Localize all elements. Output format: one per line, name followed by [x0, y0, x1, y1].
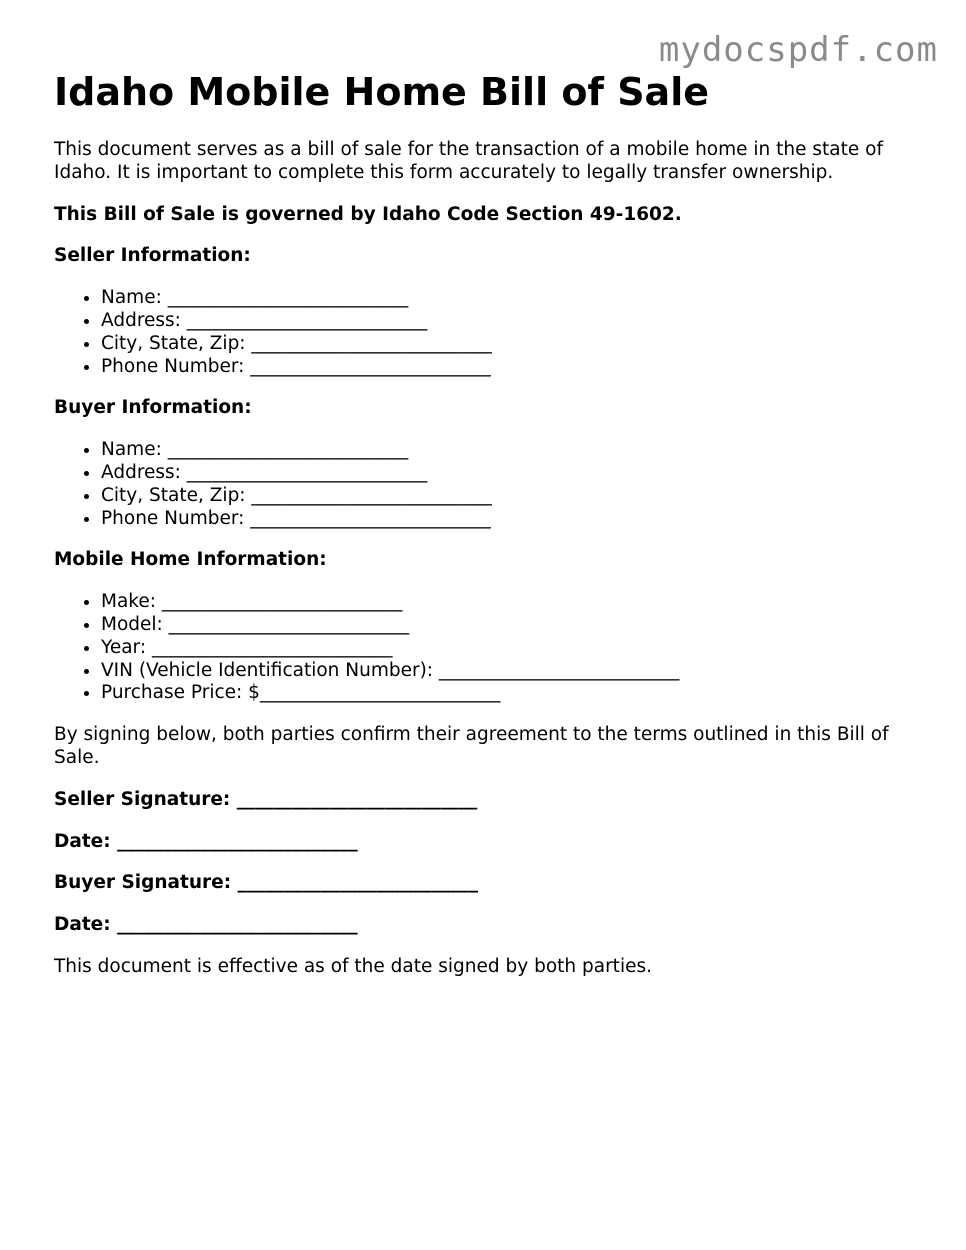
purchase-price-field[interactable]: • Purchase Price: $__________________________: [101, 682, 914, 705]
buyer-city-state-zip-field[interactable]: • City, State, Zip: __________________________: [101, 485, 914, 508]
seller-fields: [54, 287, 914, 378]
mobile-home-heading: Mobile Home Information:: [54, 549, 327, 571]
mobile-home-fields: [54, 591, 914, 705]
buyer-signature-field[interactable]: Buyer Signature: __________________________: [54, 872, 479, 894]
seller-city-state-zip-field[interactable]: • City, State, Zip: __________________________: [101, 333, 914, 356]
watermark: mydocspdf.com: [658, 30, 938, 70]
buyer-address-field[interactable]: • Address: __________________________: [101, 462, 914, 485]
year-field[interactable]: • Year: __________________________: [101, 637, 914, 660]
page-title: Idaho Mobile Home Bill of Sale: [54, 70, 709, 114]
model-field[interactable]: • Model: __________________________: [101, 614, 914, 637]
intro-paragraph: This document serves as a bill of sale for the transaction of a mobile home in the state of Idaho. It is important to complete this form accurately to legally transfer ownership.: [54, 139, 883, 183]
seller-phone-field[interactable]: • Phone Number: __________________________: [101, 356, 914, 379]
seller-date-field[interactable]: Date: __________________________: [54, 830, 358, 852]
buyer-date-field[interactable]: Date: __________________________: [54, 914, 358, 936]
governing-law: This Bill of Sale is governed by Idaho Code Section 49-1602.: [54, 203, 682, 225]
seller-address-field[interactable]: • Address: __________________________: [101, 310, 914, 333]
seller-signature-field[interactable]: Seller Signature: __________________________: [54, 788, 478, 810]
agreement-paragraph: By signing below, both parties confirm their agreement to the terms outlined in this Bill of Sale.: [54, 724, 889, 768]
closing-paragraph: This document is effective as of the date signed by both parties.: [54, 955, 652, 977]
buyer-heading: Buyer Information:: [54, 397, 252, 419]
vin-field[interactable]: • VIN (Vehicle Identification Number): __________________________: [101, 660, 914, 683]
seller-name-field[interactable]: • Name: __________________________: [101, 287, 914, 310]
seller-heading: Seller Information:: [54, 245, 251, 267]
buyer-name-field[interactable]: • Name: __________________________: [101, 439, 914, 462]
make-field[interactable]: • Make: __________________________: [101, 591, 914, 614]
buyer-fields: [54, 439, 914, 530]
buyer-phone-field[interactable]: • Phone Number: __________________________: [101, 508, 914, 531]
document-body: [54, 139, 914, 998]
